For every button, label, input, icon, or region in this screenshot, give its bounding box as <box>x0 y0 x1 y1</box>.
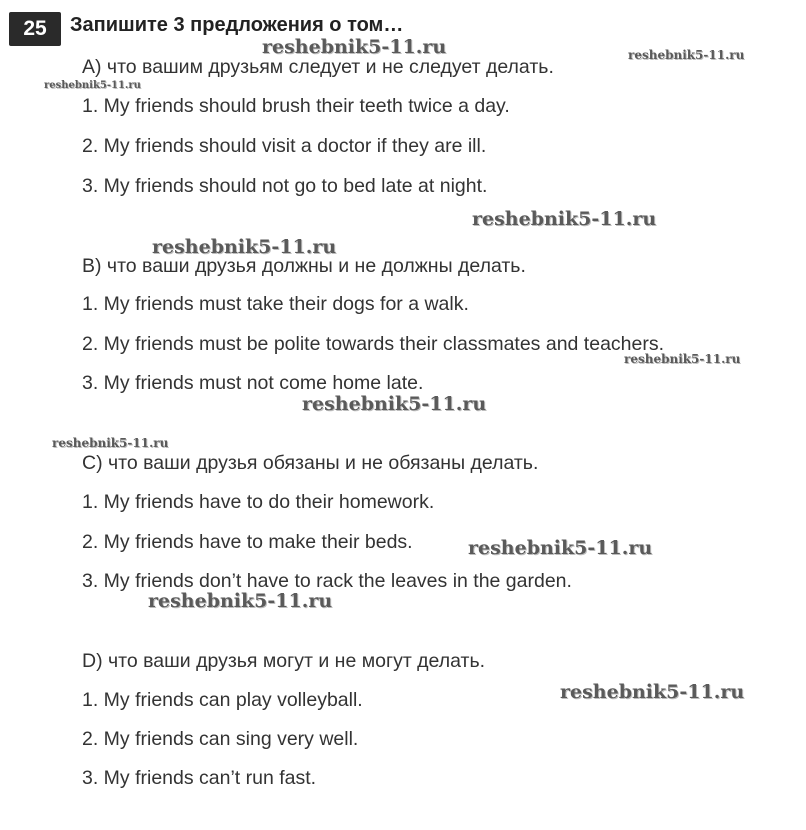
watermark: reshebnik5-11.ru <box>560 681 745 703</box>
section-c-heading: C) что ваши друзья обязаны и не обязаны делать. <box>82 452 539 474</box>
watermark: reshebnik5-11.ru <box>302 393 487 415</box>
section-c-item-2: 2. My friends have to make their beds. <box>82 531 413 553</box>
section-a-heading: A) что вашим друзьям следует и не следует делать. <box>82 56 554 78</box>
watermark: reshebnik5-11.ru <box>52 436 169 450</box>
section-d-heading: D) что ваши друзья могут и не могут делать. <box>82 650 486 672</box>
watermark: reshebnik5-11.ru <box>468 537 653 559</box>
section-a-item-3: 3. My friends should not go to bed late at night. <box>82 175 488 197</box>
section-c-item-1: 1. My friends have to do their homework. <box>82 491 435 513</box>
section-d-item-1: 1. My friends can play volleyball. <box>82 689 363 711</box>
watermark: reshebnik5-11.ru <box>148 590 333 612</box>
section-b-item-3: 3. My friends must not come home late. <box>82 372 424 394</box>
section-a-item-2: 2. My friends should visit a doctor if they are ill. <box>82 135 487 157</box>
watermark: reshebnik5-11.ru <box>624 352 741 366</box>
watermark: reshebnik5-11.ru <box>262 36 447 58</box>
task-title: Запишите 3 предложения о том… <box>70 14 404 36</box>
section-d-item-3: 3. My friends can’t run fast. <box>82 767 317 789</box>
watermark: reshebnik5-11.ru <box>44 80 141 91</box>
section-b-heading: B) что ваши друзья должны и не должны делать. <box>82 255 526 277</box>
section-c-item-3: 3. My friends don’t have to rack the leaves in the garden. <box>82 570 572 592</box>
watermark: reshebnik5-11.ru <box>472 208 657 230</box>
section-d-item-2: 2. My friends can sing very well. <box>82 728 359 750</box>
section-a-item-1: 1. My friends should brush their teeth twice a day. <box>82 95 510 117</box>
watermark: reshebnik5-11.ru <box>628 48 745 62</box>
watermark: reshebnik5-11.ru <box>152 236 337 258</box>
task-number-badge: 25 <box>9 12 61 46</box>
section-b-item-2: 2. My friends must be polite towards their classmates and teachers. <box>82 333 665 355</box>
section-b-item-1: 1. My friends must take their dogs for a walk. <box>82 293 469 315</box>
